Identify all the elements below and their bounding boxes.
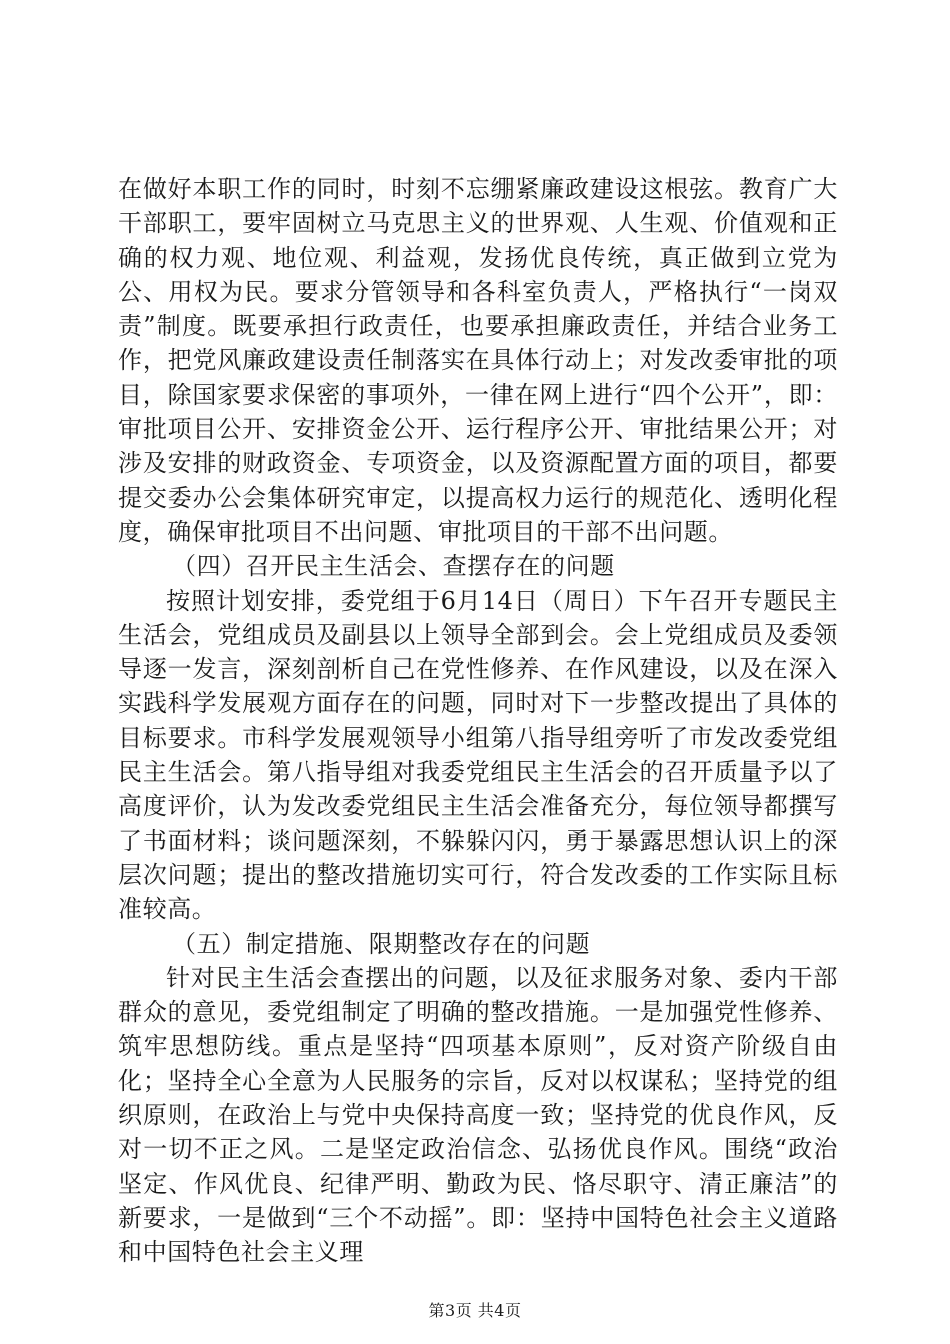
document-body <box>118 172 838 1270</box>
paragraph-rectification-measures: 针对民主生活会查摆出的问题，以及征求服务对象、委内干部群众的意见，委党组制定了明确的整改措施。一是加强党性修养、筑牢思想防线。重点是坚持“四项基本原则”，反对资产阶级自由化；坚持全心全意为人民服务的宗旨，反对以权谋私；坚持党的组织原则，在政治上与党中央保持高度一致；坚持党的优良作风，反对一切不正之风。二是坚定政治信念、弘扬优良作风。围绕“政治坚定、作风优良、纪律严明、勤政为民、恪尽职守、清正廉洁”的新要求，一是做到“三个不动摇”。即：坚持中国特色社会主义道路和中国特色社会主义理 <box>118 963 838 1267</box>
paragraph-continued: 在做好本职工作的同时，时刻不忘绷紧廉政建设这根弦。教育广大干部职工，要牢固树立马克思主义的世界观、人生观、价值观和正确的权力观、地位观、利益观，发扬优良传统，真正做到立党为公、用权为民。要求分管领导和各科室负责人，严格执行“一岗双责”制度。既要承担行政责任，也要承担廉政责任，并结合业务工作，把党风廉政建设责任制落实在具体行动上；对发改委审批的项目，除国家要求保密的事项外，一律在网上进行“四个公开”，即：审批项目公开、安排资金公开、运行程序公开、审批结果公开；对涉及安排的财政资金、专项资金，以及资源配置方面的项目，都要提交委办公会集体研究审定，以提高权力运行的规范化、透明化程度，确保审批项目不出问题、审批项目的干部不出问题。 <box>118 175 838 546</box>
section-heading-5: （五）制定措施、限期整改存在的问题 <box>172 929 591 958</box>
section-heading-4: （四）召开民主生活会、查摆存在的问题 <box>172 552 615 581</box>
paragraph-democratic-meeting: 按照计划安排，委党组于6月14日（周日）下午召开专题民主生活会，党组成员及副县以上领导全部到会。会上党组成员及委领导逐一发言，深刻剖析自己在党性修养、在作风建设，以及在深入实践科学发展观方面存在的问题，同时对下一步整改提出了具体的目标要求。市科学发展观领导小组第八指导组旁听了市发改委党组民主生活会。第八指导组对我委党组民主生活会的召开质量予以了高度评价，认为发改委党组民主生活会准备充分，每位领导都撰写了书面材料；谈问题深刻，不躲躲闪闪，勇于暴露思想认识上的深层次问题；提出的整改措施切实可行，符合发改委的工作实际且标准较高。 <box>118 586 838 924</box>
page-number-footer: 第3页 共4页 <box>428 1301 522 1320</box>
